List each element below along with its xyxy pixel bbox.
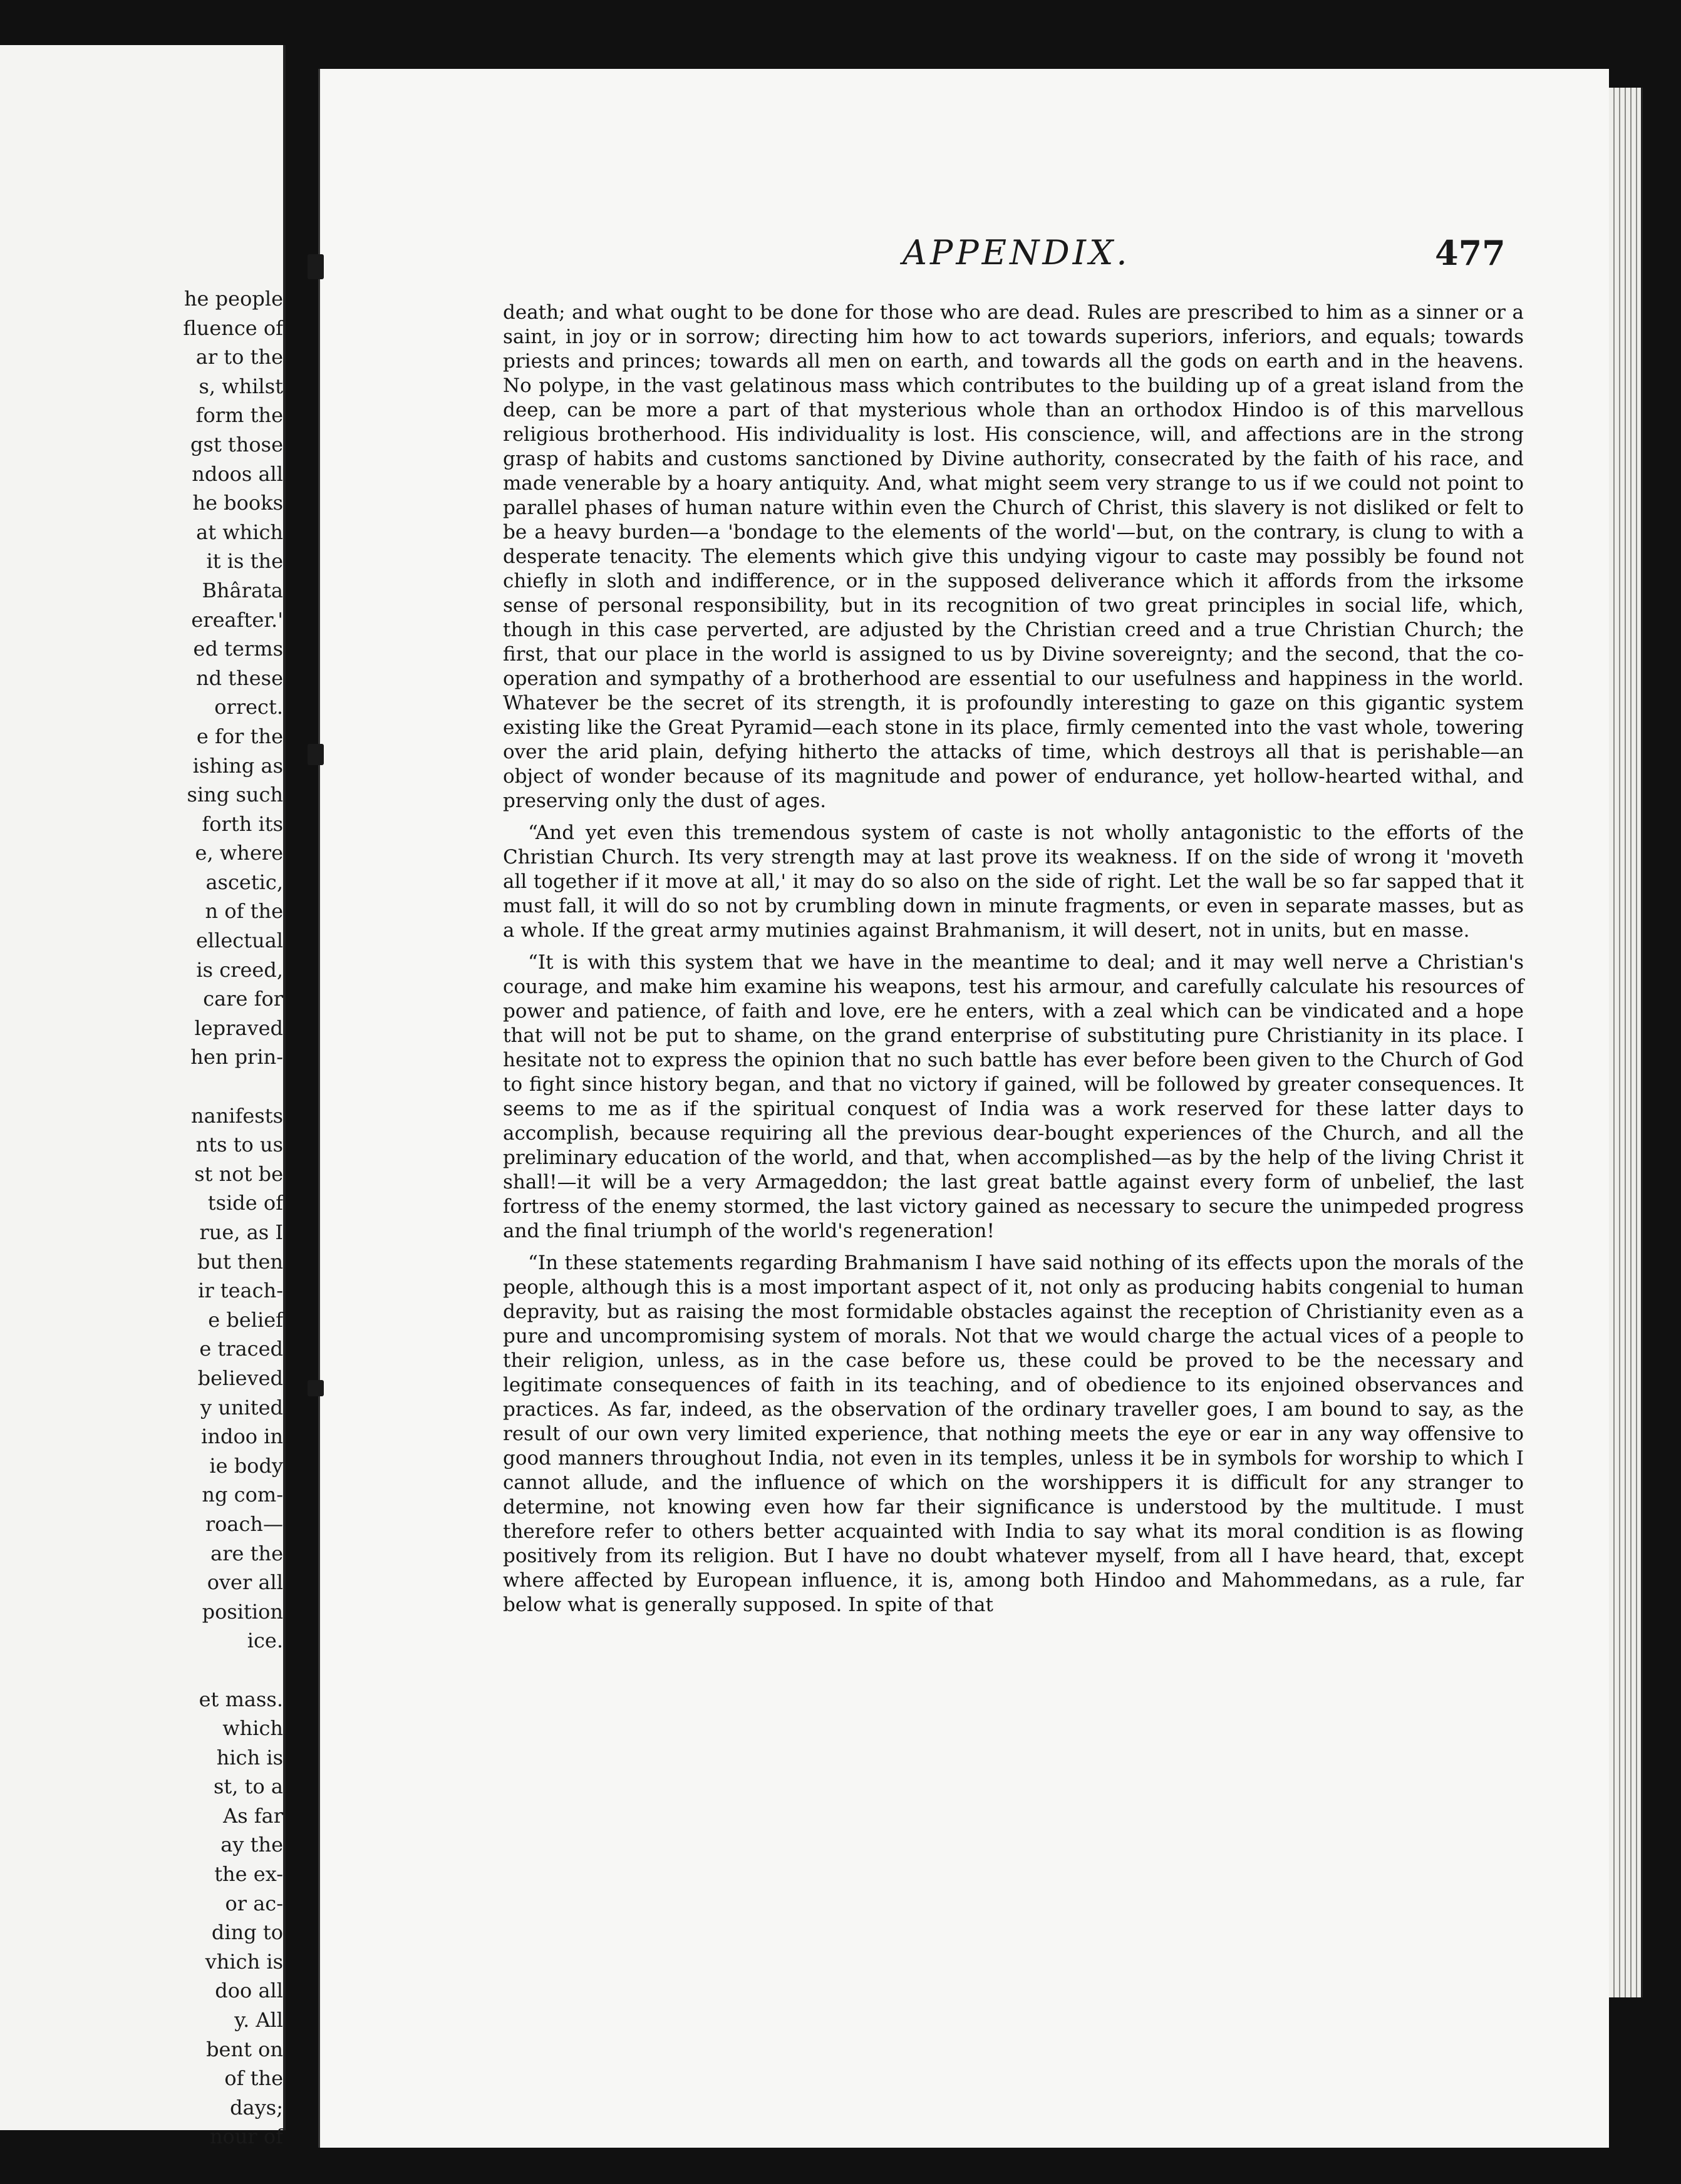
right-page — [318, 69, 1609, 2148]
left-page-line: st not be — [194, 1162, 283, 1186]
left-page-line: s, whilst — [199, 374, 283, 398]
left-page-line: e traced — [199, 1337, 283, 1361]
left-page-line: days; — [230, 2095, 283, 2120]
left-page-text — [0, 284, 283, 2151]
left-page-line: ng com- — [202, 1483, 283, 1507]
left-page-line: vhich is — [205, 1949, 283, 1974]
left-page-line: fluence of — [183, 316, 283, 340]
left-page-line: over all — [207, 1570, 283, 1595]
left-page-line: indoo in — [201, 1424, 283, 1449]
left-page-line: ay the — [220, 1833, 283, 1857]
left-page-line: y. All — [234, 2008, 283, 2032]
page-number: 477 — [1435, 233, 1506, 273]
left-page-line: Bhârata — [202, 578, 283, 602]
left-page-line: st, to a — [214, 1774, 283, 1799]
left-page-line: roach— — [205, 1512, 283, 1536]
left-page-line: it is the — [206, 549, 283, 574]
left-page-line: at which — [196, 520, 283, 544]
left-page-line: position — [202, 1599, 283, 1624]
left-page-line: nanifests — [190, 1103, 283, 1128]
left-page-line: e belief — [208, 1307, 283, 1332]
left-page-line: y united — [200, 1395, 283, 1419]
left-page-line: ereafter.' — [191, 607, 283, 632]
page-edges — [1603, 88, 1643, 1997]
left-page-line: ie body — [209, 1453, 283, 1478]
left-page-line: As far — [223, 1803, 283, 1828]
left-page — [0, 45, 286, 2149]
left-page-line: e for the — [196, 724, 283, 748]
left-page-line: tside of — [207, 1191, 283, 1215]
left-page-line: or ac- — [225, 1891, 283, 1915]
left-page-line: orrect. — [214, 695, 283, 719]
binding-mark — [308, 744, 324, 765]
left-page-line: forth its — [202, 811, 283, 836]
left-page-line: he people — [184, 287, 283, 311]
left-page-line: gst those — [190, 432, 283, 456]
left-page-line: ding to — [211, 1920, 283, 1945]
left-page-line: doo all — [215, 1979, 283, 2003]
left-page-line: lepraved — [194, 1016, 283, 1040]
left-page-line: ellectual — [195, 929, 283, 953]
left-page-line: bent on — [206, 2037, 283, 2061]
left-page-line — [0, 1656, 283, 1685]
paragraph: “In these statements regarding Brahmanism I have said nothing of its effects upon the morals of the people, although this is a most important aspect of it, not only as producing habits congenial to human depravity, but as raising the most formidable obstacles against the reception of Christianity even as a pure and uncompromising system of morals. Not that we would charge the actual vices of a people to their religion, unless, as in the case before us, these could be proved to be the necessary and legitimate consequences of faith in its teaching, and of obedience to its enjoined observances and practices. As far, indeed, as the observation of the ordinary traveller goes, I am bound to say, as the result of our own very limited experience, that nothing meets the eye or ear in any way offensive to good manners throughout India, not even in its temples, unless it be in symbols for worship to which I cannot allude, and the influence of which on the worshippers it is difficult for any stranger to determine, not knowing even how far their significance is understood by the multitude. I must therefore refer to others better acquainted with India to say what its moral condition is as flowing positively from its religion. But I have no doubt whatever myself, from all I have heard, that, except where affected by European influence, it is, among both Hindoo and Mahommedans, as a rule, far below what is generally supposed. In spite of that — [503, 1252, 1524, 1616]
left-page-line: ir teach- — [198, 1279, 283, 1303]
left-page-line: of the — [224, 2066, 283, 2091]
left-page-line: he books — [192, 491, 283, 515]
left-page-line: are the — [210, 1541, 283, 1565]
left-page-line: the ex- — [214, 1862, 283, 1887]
left-page-line: which — [222, 1716, 283, 1741]
left-page-line: nts to us — [195, 1133, 283, 1157]
left-page-line: nour of — [209, 2125, 283, 2149]
left-page-line: form the — [195, 403, 283, 428]
left-page-line: ice. — [247, 1629, 283, 1653]
left-page-line: ascetic, — [205, 870, 283, 894]
binding-mark — [308, 1380, 324, 1396]
left-page-line: is creed, — [196, 957, 283, 982]
left-page-line: care for — [203, 987, 283, 1011]
left-page-line: ndoos all — [192, 461, 283, 486]
left-page-line: nd these — [195, 666, 283, 690]
left-page-line: believed — [197, 1366, 283, 1390]
left-page-line: rue, as I — [199, 1220, 283, 1244]
paragraph: “And yet even this tremendous system of caste is not wholly antagonistic to the efforts of the Christian Church. Its very strength may at last prove its weakness. If on the side of wrong it 'moveth all together if it move at all,' it may do so also on the side of right. Let the wall be so far sapped that it must fall, it will do so not by crumbling down in minute fragments, or even in separate masses, but as a whole. If the great army mutinies against Brahmanism, it will desert, not in units, but en masse. — [503, 822, 1524, 942]
left-page-line: et mass. — [199, 1687, 283, 1711]
left-page-line: ed terms — [193, 637, 283, 661]
left-page-line: hich is — [216, 1745, 283, 1769]
left-page-line: ishing as — [192, 753, 283, 778]
running-head: APPENDIX. — [903, 233, 1130, 272]
page-header — [320, 233, 1609, 283]
left-page-line: but then — [197, 1249, 283, 1274]
body-text — [503, 301, 1524, 1625]
left-page-line: ar to the — [195, 345, 283, 369]
paragraph: “It is with this system that we have in the meantime to deal; and it may well nerve a Christian's courage, and make him examine his weapons, test his armour, and carefully calculate his resources of power and patience, of faith and love, ere he enters, with a zeal which can be vindicated and a hope that will not be put to shame, on the grand enterprise of substituting pure Christianity in its place. I hesitate not to express the opinion that no such battle has ever before been given to the Church of God to fight since history began, and that no victory if gained, will be followed by greater consequences. It seems to me as if the spiritual conquest of India was a work reserved for these latter days to accomplish, because requiring all the previous dear-bought experiences of the Church, and all the preliminary education of the world, and that, when accomplished—as by the help of the living Christ it shall!—it will be a very Armageddon; the last great battle against every form of unbelief, the last fortress of the enemy stormed, the last victory gained as necessary to secure the unimpeded progress and the final triumph of the world's regeneration! — [503, 951, 1524, 1242]
left-page-line: hen prin- — [190, 1045, 283, 1069]
left-page-line — [0, 1072, 283, 1101]
left-page-line: e, where — [195, 841, 283, 865]
left-page-line: sing such — [187, 783, 283, 807]
paragraph: death; and what ought to be done for those who are dead. Rules are prescribed to him as a sinner or a saint, in joy or in sorrow; directing him how to act towards superiors, inferiors, and equals; towards priests and princes; towards all men on earth, and towards all the gods on earth and in the heavens. No polype, in the vast gelatinous mass which contributes to the building up of a great island from the deep, can be more a part of that mysterious whole than an orthodox Hindoo is of this marvellous religious brotherhood. His individuality is lost. His conscience, will, and affections are in the strong grasp of habits and customs sanctioned by Divine authority, consecrated by the faith of his race, and made venerable by a hoary antiquity. And, what might seem very strange to us if we could not point to parallel phases of human nature within even the Church of Christ, this slavery is not disliked or felt to be a heavy burden—a 'bondage to the elements of the world'—but, on the contrary, is clung to with a desperate tenacity. The elements which give this undying vigour to caste may possibly be found not chiefly in sloth and indifference, or in the supposed deliverance which it affords from the irksome sense of personal responsibility, but in its recognition of two great principles in social life, which, though in this case perverted, are adjusted by the Christian creed and a true Christian Church; the first, that our place in the world is assigned to us by Divine sovereignty; and the second, that the co-operation and sympathy of a brotherhood are essential to our usefulness and happiness in the world. Whatever be the secret of its strength, it is profoundly interesting to gaze on this gigantic system existing like the Great Pyramid—each stone in its place, firmly cemented into the vast whole, towering over the arid plain, defying hitherto the attacks of time, which destroys all that is perishable—an object of wonder because of its magnitude and power of endurance, yet hollow-hearted withal, and preserving only the dust of ages. — [503, 301, 1524, 812]
left-page-line: n of the — [205, 899, 283, 924]
